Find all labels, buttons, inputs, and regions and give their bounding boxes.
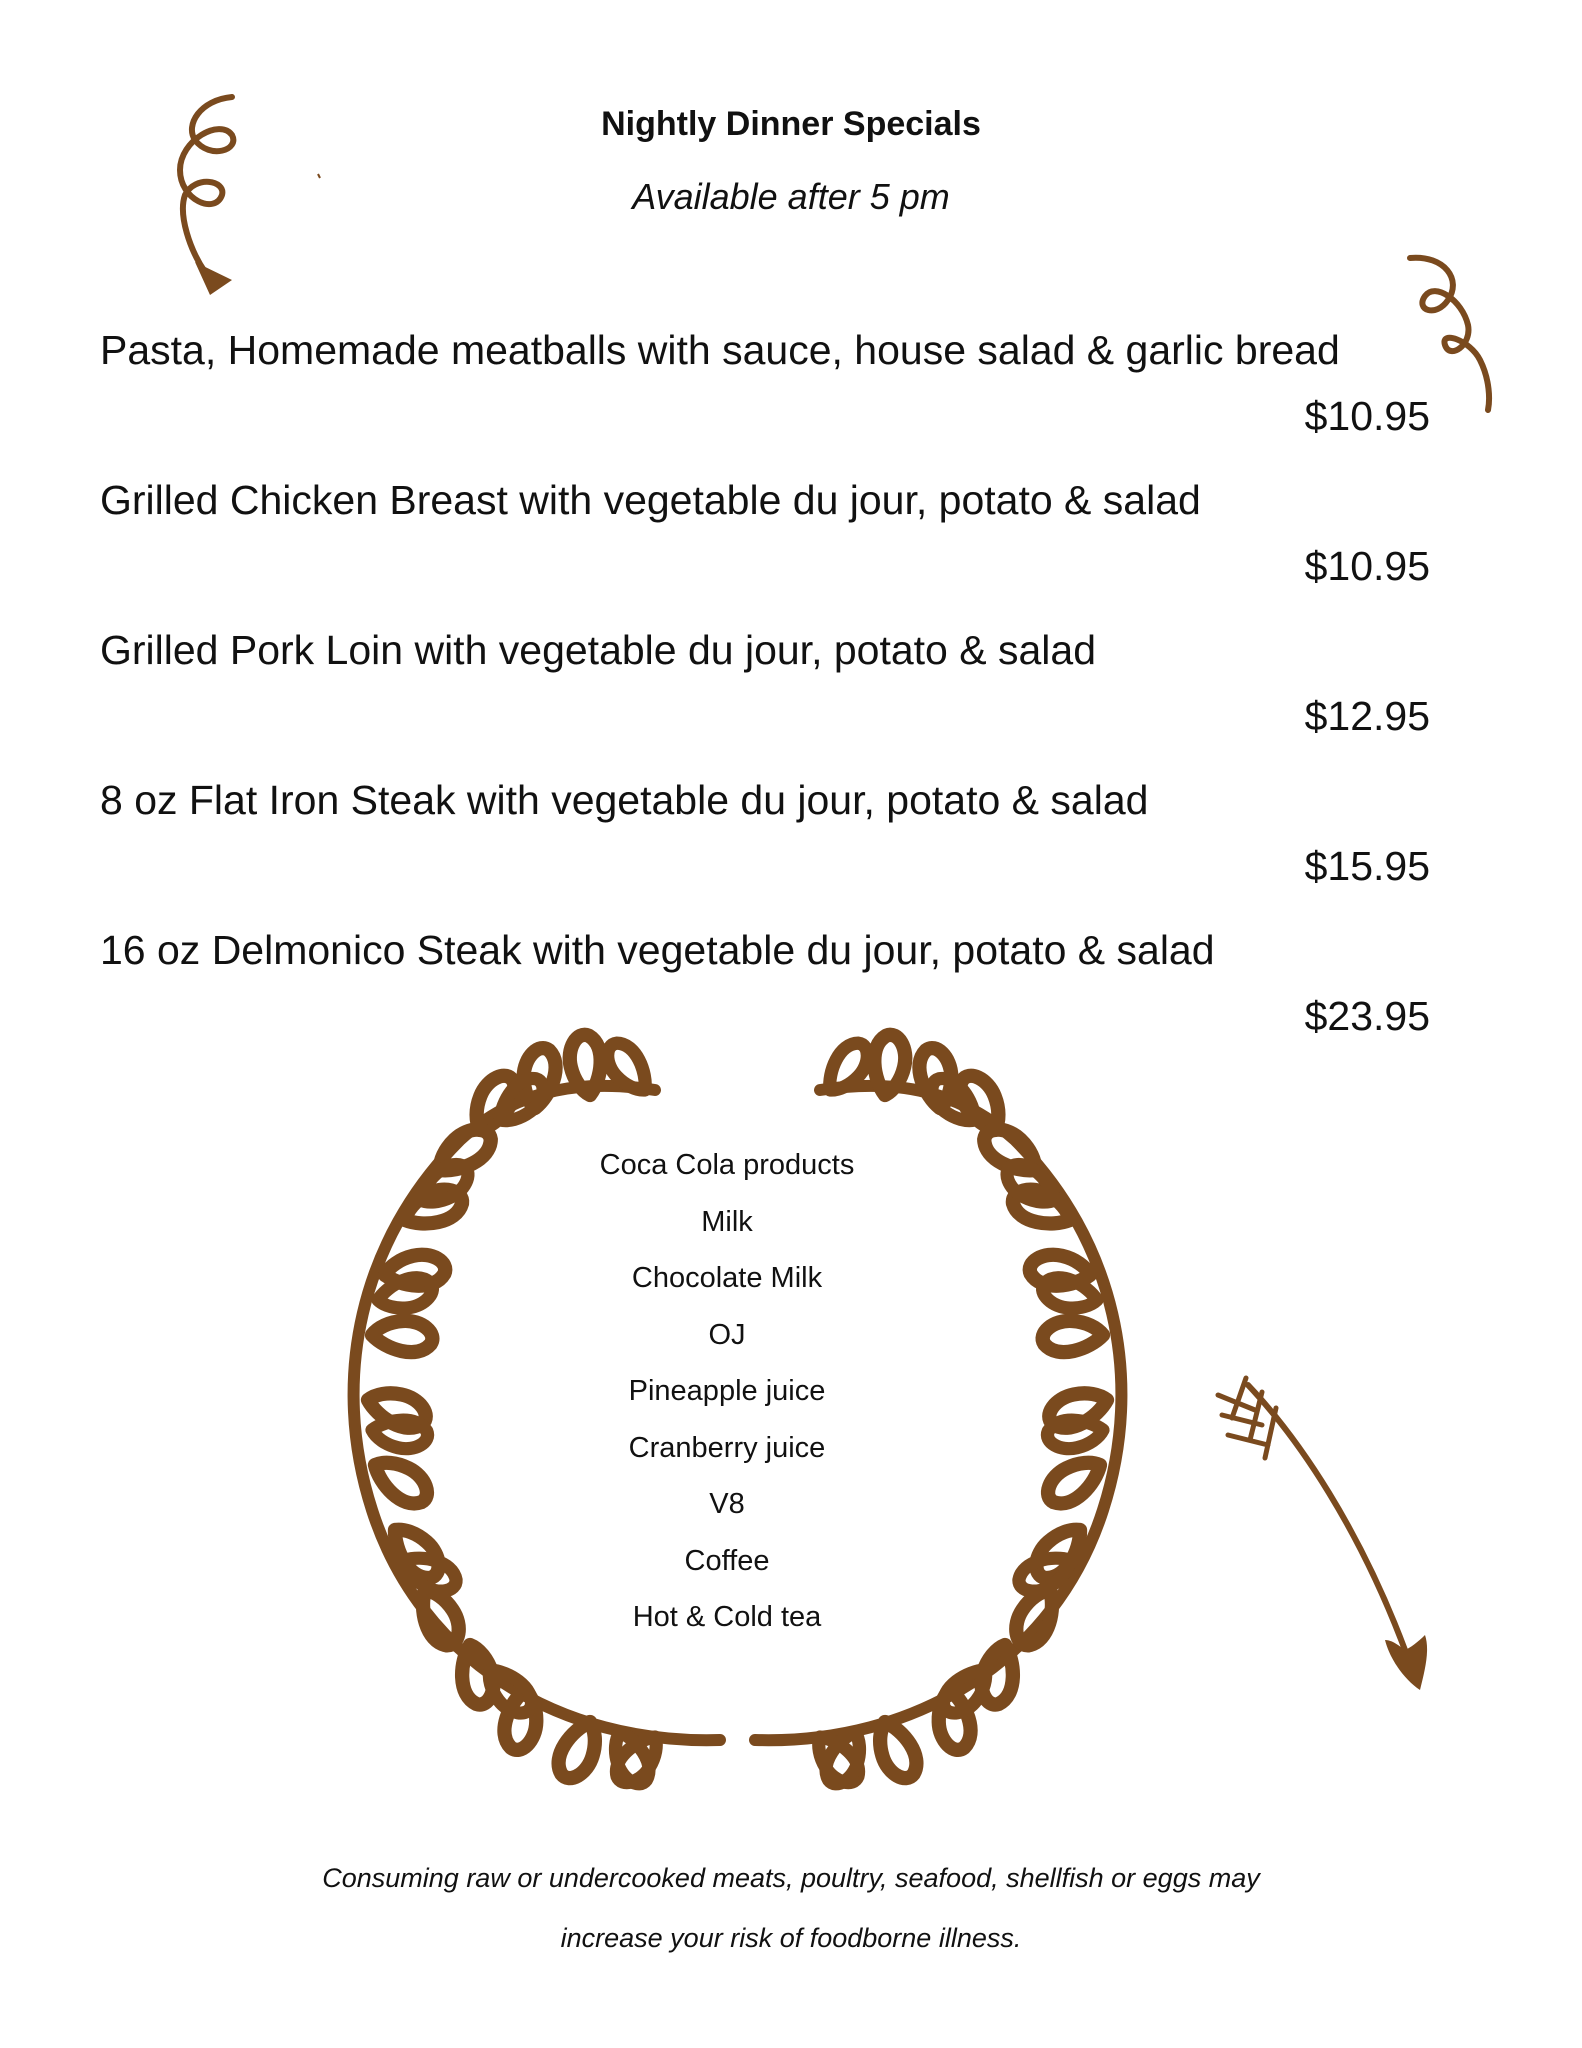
drink-item: V8 (709, 1488, 745, 1520)
drink-item: Cranberry juice (628, 1431, 826, 1464)
fletched-arrow-icon (1218, 1378, 1427, 1690)
page-subtitle: Available after 5 pm (632, 176, 950, 217)
menu-item-description: 16 oz Delmonico Steak with vegetable du jour, potato & salad (100, 927, 1215, 973)
drink-item: Chocolate Milk (631, 1262, 823, 1294)
drink-item: Coffee (684, 1544, 770, 1577)
drink-item: Hot & Cold tea (632, 1601, 822, 1633)
menu-item-description: Grilled Pork Loin with vegetable du jour, potato & salad (100, 627, 1096, 673)
menu-item (100, 622, 1430, 772)
disclaimer-line-1: Consuming raw or undercooked meats, poultry, seafood, shellfish or eggs may (322, 1863, 1260, 1893)
menu-item-description: Grilled Chicken Breast with vegetable du jour, potato & salad (100, 477, 1201, 523)
menu-item-price: $10.95 (1304, 393, 1430, 439)
menu-item (100, 772, 1430, 922)
menu-item-description: 8 oz Flat Iron Steak with vegetable du jour, potato & salad (100, 777, 1149, 823)
drinks-list (527, 1140, 927, 1649)
menu-item (100, 472, 1430, 622)
menu-list (100, 322, 1430, 1072)
menu-item-description: Pasta, Homemade meatballs with sauce, house salad & garlic bread (100, 327, 1340, 373)
menu-item-price: $10.95 (1304, 543, 1430, 589)
menu-item (100, 922, 1430, 1072)
disclaimer-line-2: increase your risk of foodborne illness. (560, 1923, 1022, 1953)
menu-item-price: $23.95 (1304, 993, 1430, 1039)
menu-item (100, 322, 1430, 472)
menu-item-price: $12.95 (1304, 693, 1430, 739)
drink-item: Coca Cola products (599, 1149, 855, 1181)
drink-item: Pineapple juice (628, 1375, 826, 1407)
page-title: Nightly Dinner Specials (601, 105, 981, 143)
menu-item-price: $15.95 (1304, 843, 1430, 889)
drink-item: OJ (708, 1318, 746, 1351)
drink-item: Milk (701, 1205, 753, 1238)
